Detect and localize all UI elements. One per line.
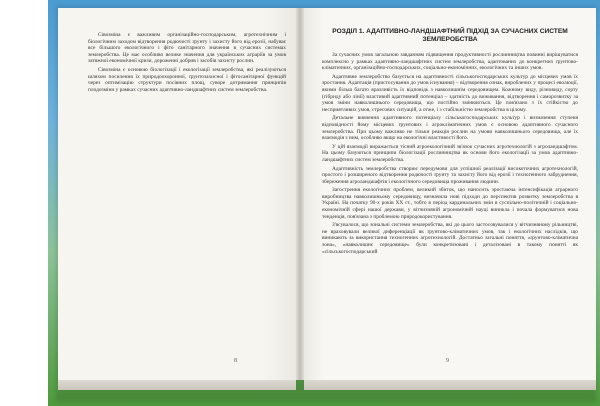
right-paragraph-6: Загострення екологічних проблем, великий збиток, що наносить зростаюча інтенсифікація аграрного виробництва навколишньому середовищу, визначила нові підходи до перспектив розвитку землеробства в Україні. На початку 90-х років ХХ ст., тобто в період кардинальних змін в суспільно-політичній і соціально-економічній сфері нашої держави, у вітчизняній агрономічній науці виникла і почала формуватися нова тенденція, пов'язана з проблемою природокористування. bbox=[322, 187, 578, 220]
right-paragraph-7: З'ясувалося, що зональні системи землеробства, які до цього застосовувалися у вітчизняному рільництві, не враховували великої диференціації як ґрунтово-кліматичних умов, так і екологічних наслідків, що виникають за використання техногенних агротехнологій. Достатньо загальні поняття, «ґрунтово-кліматична зона», «навколишнє середовище» були конкретизовані і деталізовані в такому понятті як «сільськогосподарський bbox=[322, 222, 578, 255]
left-page-number: 8 bbox=[234, 358, 237, 364]
right-paragraph-1: За сучасних умов загальною завданням підвищення продуктивності рослинництва повинні вирішуватися комплексно у рамках адаптивно-ландшафтних систем землеробства, адаптованих до конкретних ґрунтово-кліматичних, організаційно-господарських, соціально-економічних, екологічних та інших умов. bbox=[322, 52, 578, 72]
left-paragraph-1: Сівозміна є важливим організаційно-господарським, агротехнічним і біологічним заходом відтворення родючості ґрунту і захисту його від ерозії, набуває все більшого екологічного і фіто санітарного значення в сучасних системах землеробства. Це має особливо велике значення для українських аграріїв за умов затяжної економічної кризи, дороженні добрив і засобів захисту рослин. bbox=[88, 32, 286, 65]
chapter-heading: РОЗДІЛ 1. АДАПТИВНО-ЛАНДШАФТНИЙ ПІДХІД ЗА СУЧАСНИХ СИСТЕМ ЗЕМЛЕРОБСТВА bbox=[332, 28, 568, 43]
right-page-number: 9 bbox=[446, 358, 449, 364]
book-gutter bbox=[296, 8, 304, 380]
page-edge-right bbox=[304, 380, 596, 390]
right-paragraph-5: Адаптивність землеробства створює передумови для успішної реалізації високоточних агротехнологій, простого і розширеного відтворення родючості ґрунту та захисту його від ерозії і техногенного забруднення, збереження агроландшафтів і екологічного середовища проживання людини. bbox=[322, 165, 578, 185]
right-page bbox=[300, 8, 596, 380]
page-edge-left bbox=[58, 380, 296, 390]
right-paragraph-2: Адаптивне землеробство базується на адаптивності сільськогосподарських культур до місцевих умов їх зростання. Адаптація (пристосування до умов існування) – відтворення ознак, вироблених у процесі еволюції, якими більш багато вразливість їх відповідь з навколишнім середовищем. Кожному виду, різновиду, сорту (гібриду або лінії) властивий адаптивний потенціал – здатність до виживання, відтворення і саморозвитку за умов зміни навколишнього середовища, що постійно змінюються. Це пов'язано з їх стійкістю до несприятливих умов, стресових ситуацій, а отже, і з стабільністю землеробства в цілому. bbox=[322, 73, 578, 113]
right-paragraph-4: У цій взаємодії виражається тісний агроекологічний зв'язок сучасних агротехнологій з агроландшафтом. На цьому базуються принципи біологізації рослинництва як основи його екологізації за умов адаптивно-ландшафтних систем землеробства. bbox=[322, 143, 578, 163]
right-paragraph-3: Детальне вивчення адаптивного потенціалу сільськогосподарських культур і визначення ступеня відповідності йому місцевих ґрунтових і агрокліматичних умов є основою адаптивного сучасного землеробства. При цьому важливо не тільки реакція рослин на умови навколишнього середовища, але їх взаємодія з ним, особливо якщо на екологічні властивості його. bbox=[322, 115, 578, 142]
left-paragraph-2: Сівозміна є основою біологізації і екологізації землеробства, які реалізуються шляхом посилення їх природоохоронної, ґрунтозахисної і фітосанітарної функцій через оптимізацію структури посівних площ, суворе дотримання принципів плодозміни у рамках сучасних адаптивно-ландшафтних систем землеробства. bbox=[88, 66, 286, 93]
left-page bbox=[58, 8, 300, 380]
